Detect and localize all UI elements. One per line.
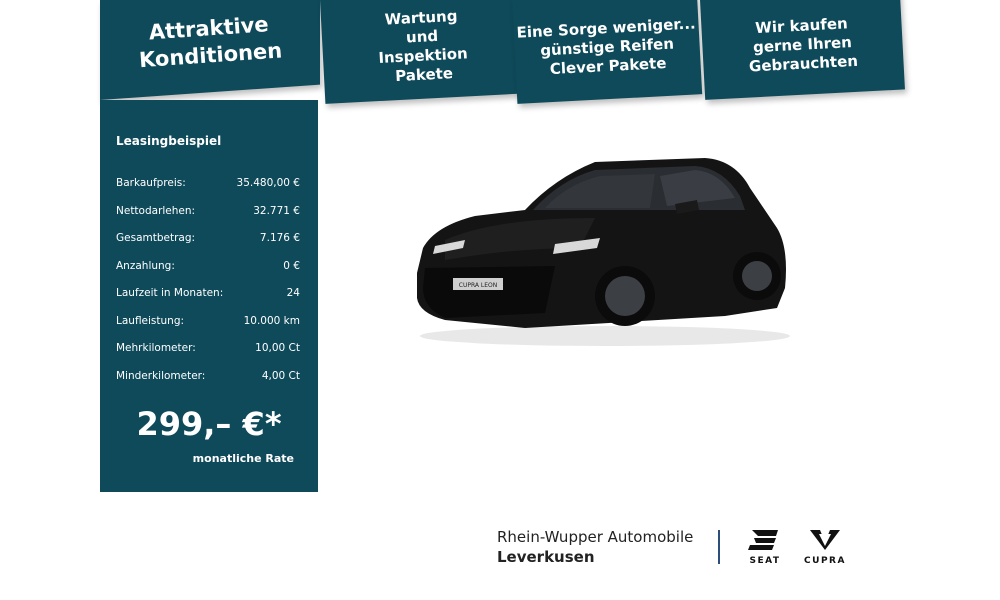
banner-text: Wir kaufen gerne Ihren Gebrauchten	[748, 13, 859, 76]
row-value: 10,00 Ct	[255, 342, 300, 354]
leasing-row	[116, 204, 300, 232]
leasing-row	[116, 341, 300, 369]
seat-wordmark: SEAT	[749, 556, 781, 566]
banner-text: Attraktive Konditionen	[138, 12, 284, 73]
banner-reifen-clever	[512, 0, 702, 104]
row-label: Nettodarlehen:	[116, 204, 196, 217]
row-value: 7.176 €	[259, 232, 300, 244]
row-value: 32.771 €	[253, 204, 300, 217]
car-plate: CUPRA LEON	[458, 282, 498, 289]
dealer-name: Rhein-Wupper Automobile	[497, 528, 694, 546]
seat-logo	[742, 528, 788, 566]
dealer-info	[497, 528, 693, 566]
cupra-wordmark: CUPRA	[804, 556, 846, 566]
leasing-row	[116, 286, 300, 314]
banner-gebrauchtwagen	[700, 0, 905, 100]
leasing-row	[116, 231, 300, 259]
leasing-title: Leasingbeispiel	[116, 134, 222, 148]
divider	[718, 530, 720, 564]
banner-wartung-inspektion	[320, 0, 525, 104]
leasing-row	[116, 369, 300, 397]
car-image	[405, 148, 795, 348]
seat-emblem-icon	[742, 528, 788, 552]
row-label: Anzahlung:	[116, 259, 175, 272]
row-label: Laufleistung:	[116, 314, 185, 327]
row-value: 4,00 Ct	[261, 369, 300, 382]
row-label: Minderkilometer:	[116, 369, 206, 382]
leasing-row	[116, 176, 300, 204]
row-label: Laufzeit in Monaten:	[116, 287, 224, 299]
leasing-rows	[116, 176, 300, 396]
dealer-city: Leverkusen	[497, 548, 595, 566]
cupra-emblem-icon	[798, 528, 852, 552]
row-value: 24	[286, 287, 300, 299]
banner-text: Wartung und Inspektion Pakete	[377, 6, 469, 86]
row-value: 0 €	[283, 259, 300, 272]
row-label: Barkaufpreis:	[116, 177, 186, 189]
leasing-row	[116, 259, 300, 287]
row-label: Mehrkilometer:	[116, 342, 196, 354]
row-value: 10.000 km	[243, 314, 300, 327]
monthly-rate-label: monatliche Rate	[192, 452, 294, 465]
row-value: 35.480,00 €	[236, 177, 300, 189]
row-label: Gesamtbetrag:	[116, 232, 196, 244]
banner-text: Eine Sorge weniger... günstige Reifen Clever Pakete	[516, 13, 697, 78]
monthly-price: 299,– €*	[136, 405, 282, 443]
banner-attraktive-konditionen	[100, 0, 320, 100]
cupra-logo	[798, 528, 852, 566]
leasing-row	[116, 314, 300, 342]
leasing-panel	[100, 100, 318, 492]
